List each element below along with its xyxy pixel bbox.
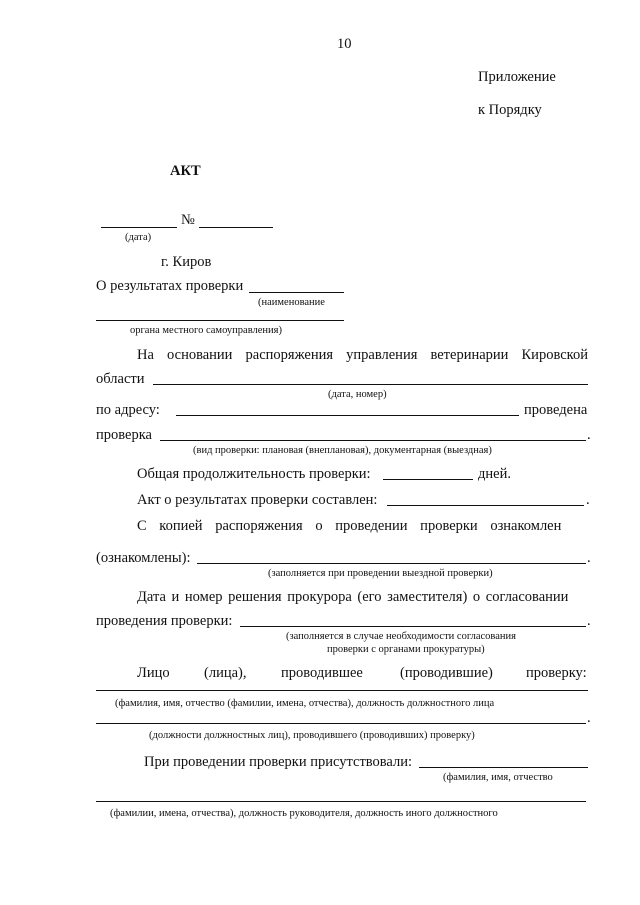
inspector-word5: проверку: bbox=[526, 665, 587, 681]
compiled-field-line bbox=[387, 505, 584, 506]
present-field-line bbox=[419, 767, 588, 768]
address-label: по адресу: bbox=[96, 402, 160, 418]
city: г. Киров bbox=[161, 254, 212, 270]
inspector-word3: проводившее bbox=[281, 665, 363, 681]
subject-field-line2 bbox=[96, 320, 344, 321]
inspector-word4: (проводившие) bbox=[400, 665, 493, 681]
subject-field-line bbox=[249, 292, 344, 293]
compiled-label: Акт о результатах проверки составлен: bbox=[137, 492, 378, 508]
document-title: АКТ bbox=[170, 163, 201, 179]
present-field-line2 bbox=[96, 801, 586, 802]
check-type-field-line bbox=[160, 440, 586, 441]
inspector-word1: Лицо bbox=[137, 665, 170, 681]
prosecutor-line1: Дата и номер решения прокурора (его заместителя) о согласовании bbox=[137, 589, 569, 605]
copy-field-line bbox=[197, 563, 586, 564]
appendix-line1: Приложение bbox=[478, 69, 556, 85]
date-field-line bbox=[101, 227, 177, 228]
copy-end: . bbox=[587, 550, 591, 566]
duration-label: Общая продолжительность проверки: bbox=[137, 466, 371, 482]
basis-line2: области bbox=[96, 371, 145, 387]
prosecutor-line2: проведения проверки: bbox=[96, 613, 233, 629]
appendix-line2: к Порядку bbox=[478, 102, 542, 118]
subject-caption1: (наименование bbox=[258, 297, 325, 308]
inspector-word2: (лица), bbox=[204, 665, 247, 681]
prosecutor-caption1: (заполняется в случае необходимости согласования bbox=[286, 631, 516, 642]
basis-line1 bbox=[137, 346, 588, 364]
present-label: При проведении проверки присутствовали: bbox=[144, 754, 413, 770]
inspector-caption2: (должности должностных лиц), проводившего (проводивших) проверку) bbox=[149, 730, 475, 741]
page-number: 10 bbox=[337, 36, 352, 52]
check-type-end: . bbox=[587, 427, 591, 443]
inspector-field-line1 bbox=[96, 690, 588, 691]
copy-line2: (ознакомлены): bbox=[96, 550, 191, 566]
inspector-field-line2 bbox=[96, 723, 586, 724]
prosecutor-caption2: проверки с органами прокуратуры) bbox=[327, 644, 485, 655]
prosecutor-end: . bbox=[587, 613, 591, 629]
present-caption1: (фамилия, имя, отчество bbox=[443, 772, 553, 783]
subject-label: О результатах проверки bbox=[96, 278, 244, 294]
inspector-end: . bbox=[587, 710, 591, 726]
present-caption2: (фамилии, имена, отчества), должность руководителя, должность иного должностного bbox=[110, 808, 498, 819]
date-caption: (дата) bbox=[125, 232, 152, 243]
check-type-caption: (вид проверки: плановая (внеплановая), документарная (выездная) bbox=[193, 445, 492, 456]
compiled-end: . bbox=[586, 492, 590, 508]
inspector-caption1: (фамилия, имя, отчество (фамилии, имена, отчества), должность должностного лица bbox=[115, 698, 495, 709]
copy-line1: С копией распоряжения о проведении проверки ознакомлен bbox=[137, 518, 562, 534]
basis-field-line bbox=[153, 384, 588, 385]
address-tail: проведена bbox=[524, 402, 588, 418]
basis-caption: (дата, номер) bbox=[328, 389, 387, 400]
number-field-line bbox=[199, 227, 273, 228]
subject-caption2: органа местного самоуправления) bbox=[130, 325, 282, 336]
address-field-line bbox=[176, 415, 519, 416]
copy-caption: (заполняется при проведении выездной проверки) bbox=[268, 568, 493, 579]
duration-unit: дней. bbox=[478, 466, 511, 482]
check-type-label: проверка bbox=[96, 427, 152, 443]
number-sign: № bbox=[181, 212, 195, 228]
prosecutor-field-line bbox=[240, 626, 586, 627]
basis-line1-text: На основании распоряжения управления ветеринарии Кировской bbox=[137, 347, 588, 363]
duration-field-line bbox=[383, 479, 473, 480]
